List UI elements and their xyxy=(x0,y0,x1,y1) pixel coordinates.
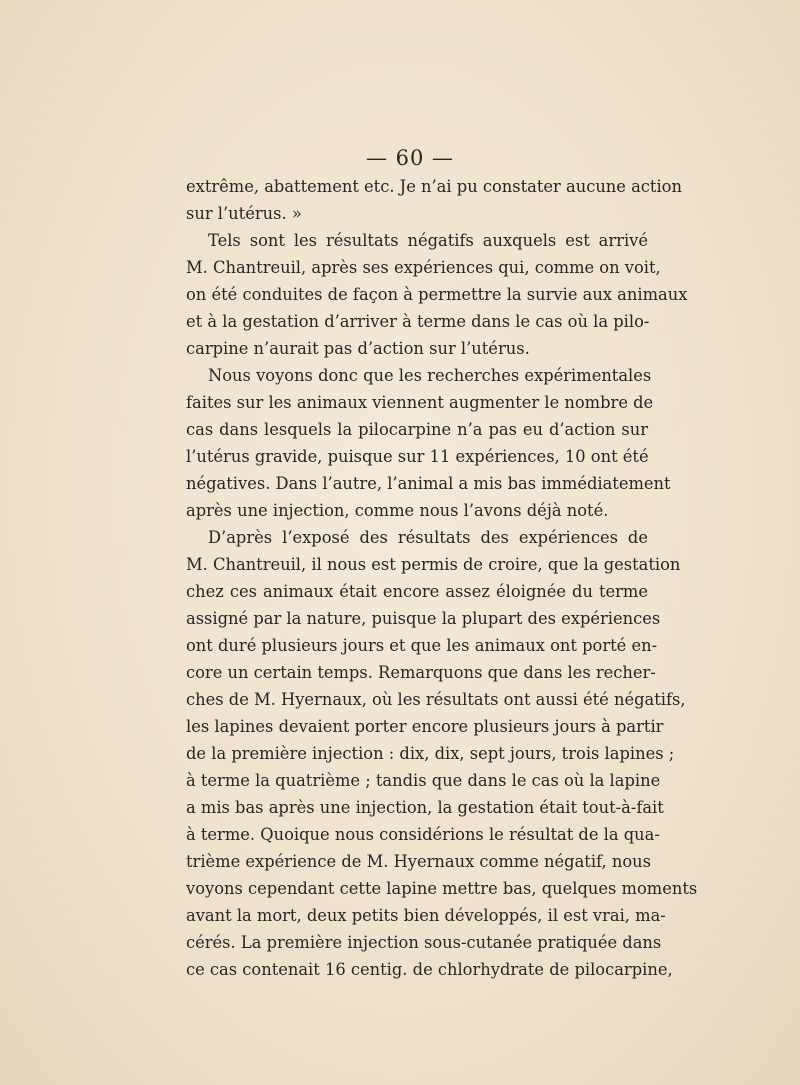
page-number: — 60 — xyxy=(365,146,455,170)
text-line: core un certain temps. Remarquons que dans les recher- xyxy=(186,663,656,682)
text-line: l’utérus gravide, puisque sur 11 expériences, 10 ont été xyxy=(186,447,649,466)
text-line: les lapines devaient porter encore plusieurs jours à partir xyxy=(186,717,664,736)
text-line: faites sur les animaux viennent augmenter le nombre de xyxy=(186,393,654,412)
text-line: D’après l’exposé des résultats des expériences de xyxy=(208,528,648,547)
text-line: après une injection, comme nous l’avons déjà noté. xyxy=(186,501,609,520)
text-line: ce cas contenait 16 centig. de chlorhydrate de pilocarpine, xyxy=(186,960,673,979)
text-line: cérés. La première injection sous-cutanée pratiquée dans xyxy=(186,933,662,952)
text-line: ont duré plusieurs jours et que les animaux ont porté en- xyxy=(186,636,658,655)
text-line: a mis bas après une injection, la gestation était tout-à-fait xyxy=(186,798,664,817)
text-line: chez ces animaux était encore assez éloignée du terme xyxy=(186,582,648,601)
text-line: extrême, abattement etc. Je n’ai pu constater aucune action xyxy=(186,177,682,196)
text-line: M. Chantreuil, il nous est permis de croire, que la gestation xyxy=(186,555,681,574)
text-line: cas dans lesquels la pilocarpine n’a pas eu d’action sur xyxy=(186,420,648,439)
text-line: Tels sont les résultats négatifs auxquels est arrivé xyxy=(208,231,648,250)
text-line: carpine n’aurait pas d’action sur l’utérus. xyxy=(186,339,530,358)
text-line: voyons cependant cette lapine mettre bas, quelques moments xyxy=(186,879,698,898)
body-text xyxy=(186,173,698,983)
text-line: à terme. Quoique nous considérions le résultat de la qua- xyxy=(186,825,660,844)
text-line: à terme la quatrième ; tandis que dans le cas où la lapine xyxy=(186,771,661,790)
text-line: on été conduites de façon à permettre la survie aux animaux xyxy=(186,285,688,304)
text-line: négatives. Dans l’autre, l’animal a mis bas immédiatement xyxy=(186,474,671,493)
text-line: et à la gestation d’arriver à terme dans le cas où la pilo- xyxy=(186,312,650,331)
text-line: Nous voyons donc que les recherches expérimentales xyxy=(208,366,652,385)
text-line: sur l’utérus. » xyxy=(186,204,302,223)
text-line: avant la mort, deux petits bien développés, il est vrai, ma- xyxy=(186,906,666,925)
text-line: trième expérience de M. Hyernaux comme négatif, nous xyxy=(186,852,651,871)
text-line: assigné par la nature, puisque la plupart des expériences xyxy=(186,609,661,628)
text-line: M. Chantreuil, après ses expériences qui, comme on voit, xyxy=(186,258,661,277)
text-line: ches de M. Hyernaux, où les résultats ont aussi été négatifs, xyxy=(186,690,686,709)
text-line: de la première injection : dix, dix, sept jours, trois lapines ; xyxy=(186,744,675,763)
